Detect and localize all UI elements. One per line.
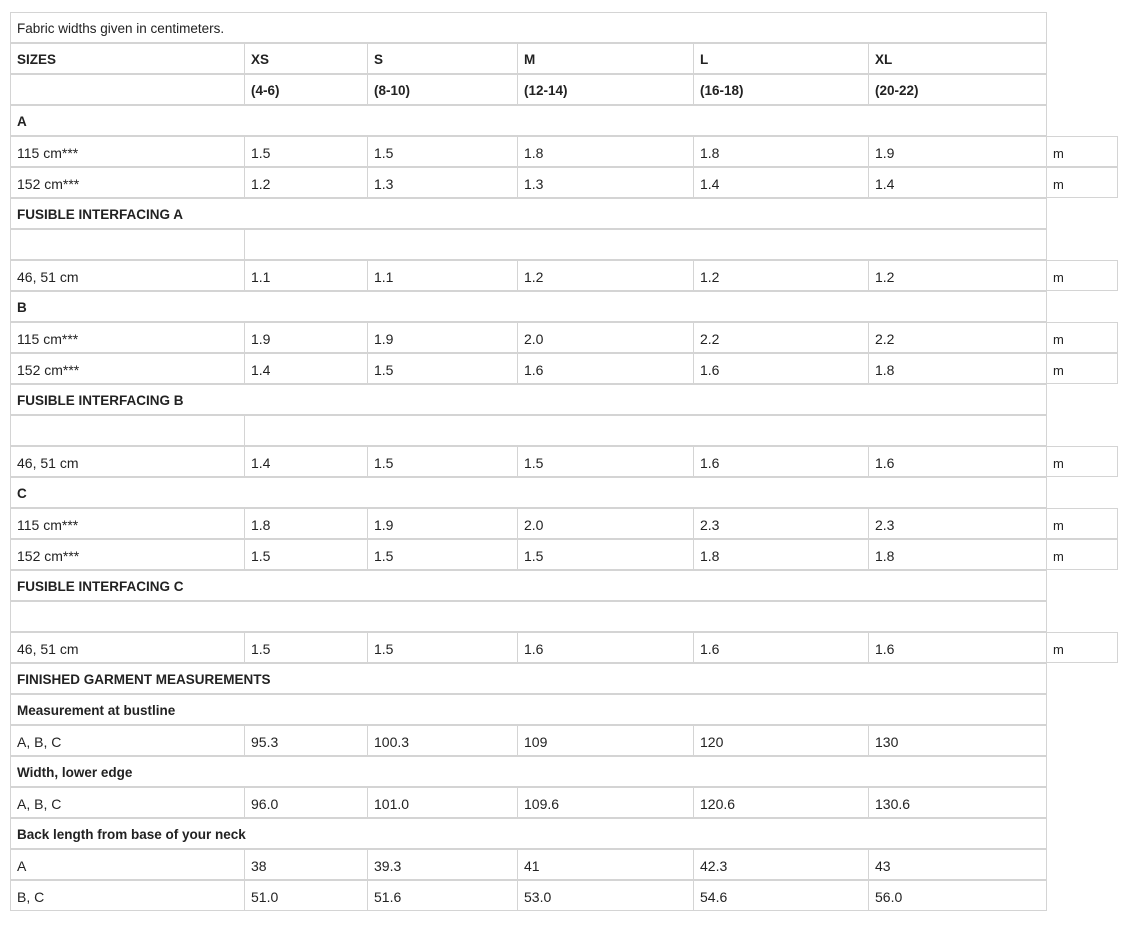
finished-title: FINISHED GARMENT MEASUREMENTS <box>17 672 271 687</box>
unit-label: m <box>1053 456 1064 471</box>
value-xs: 1.8 <box>251 517 271 533</box>
value-cell <box>367 136 518 167</box>
value-s: 1.5 <box>374 641 394 657</box>
value-xs: 1.1 <box>251 269 271 285</box>
value-cell <box>244 632 368 663</box>
row-label: A <box>17 858 27 874</box>
unit-label: m <box>1053 177 1064 192</box>
value-cell <box>868 849 1047 880</box>
row-label-cell <box>10 322 245 353</box>
value-cell <box>693 849 869 880</box>
size-l: L <box>700 52 709 67</box>
value-cell <box>868 508 1047 539</box>
size-cell <box>693 43 869 74</box>
value-xs: 96.0 <box>251 796 279 812</box>
interfacing-c-title: FUSIBLE INTERFACING C <box>17 579 184 594</box>
value-m: 1.5 <box>524 548 544 564</box>
value-m: 2.0 <box>524 517 544 533</box>
lower-title: Width, lower edge <box>17 765 133 780</box>
value-s: 100.3 <box>374 734 410 750</box>
value-cell <box>244 353 368 384</box>
value-cell <box>244 880 368 911</box>
back-title: Back length from base of your neck <box>17 827 246 842</box>
value-l: 120.6 <box>700 796 736 812</box>
value-cell <box>367 353 518 384</box>
value-m: 1.2 <box>524 269 544 285</box>
empty-cell <box>10 229 245 260</box>
value-xs: 1.9 <box>251 331 271 347</box>
row-label-cell <box>10 508 245 539</box>
value-m: 1.3 <box>524 176 544 192</box>
section-a-title: A <box>17 114 27 129</box>
value-cell <box>693 725 869 756</box>
value-cell <box>517 167 694 198</box>
value-m: 109.6 <box>524 796 560 812</box>
value-cell <box>517 880 694 911</box>
unit-label: m <box>1053 642 1064 657</box>
value-cell <box>693 260 869 291</box>
value-l: 1.4 <box>700 176 720 192</box>
size-cell <box>868 43 1047 74</box>
range-cell <box>244 74 368 105</box>
value-l: 54.6 <box>700 889 728 905</box>
value-s: 1.5 <box>374 455 394 471</box>
value-cell <box>693 539 869 570</box>
value-cell <box>868 136 1047 167</box>
value-m: 2.0 <box>524 331 544 347</box>
value-cell <box>244 136 368 167</box>
size-cell <box>517 43 694 74</box>
section-title-cell <box>10 198 1047 229</box>
value-cell <box>244 849 368 880</box>
value-cell <box>367 322 518 353</box>
value-s: 101.0 <box>374 796 410 812</box>
unit-cell <box>1046 167 1118 198</box>
unit-cell <box>1046 508 1118 539</box>
value-xs: 1.2 <box>251 176 271 192</box>
value-s: 1.9 <box>374 517 394 533</box>
size-xl: XL <box>875 52 893 67</box>
unit-label: m <box>1053 270 1064 285</box>
value-s: 39.3 <box>374 858 402 874</box>
range-cell <box>367 74 518 105</box>
value-s: 1.5 <box>374 548 394 564</box>
section-title-cell <box>10 291 1047 322</box>
value-cell <box>244 539 368 570</box>
size-cell <box>244 43 368 74</box>
empty-cell <box>244 415 1047 446</box>
value-cell <box>868 353 1047 384</box>
value-cell <box>693 136 869 167</box>
section-title-cell <box>10 663 1047 694</box>
bust-title: Measurement at bustline <box>17 703 176 718</box>
row-label-cell <box>10 446 245 477</box>
value-cell <box>244 446 368 477</box>
value-cell <box>517 849 694 880</box>
value-m: 41 <box>524 858 540 874</box>
subsection-title-cell <box>10 818 1047 849</box>
value-cell <box>693 353 869 384</box>
value-cell <box>693 880 869 911</box>
value-cell <box>517 539 694 570</box>
value-cell <box>693 508 869 539</box>
value-cell <box>367 849 518 880</box>
section-title-cell <box>10 105 1047 136</box>
value-cell <box>517 508 694 539</box>
row-label: 152 cm*** <box>17 176 80 192</box>
size-s: S <box>374 52 384 67</box>
interfacing-b-title: FUSIBLE INTERFACING B <box>17 393 184 408</box>
section-c-title: C <box>17 486 27 501</box>
value-cell <box>693 167 869 198</box>
value-xl: 1.6 <box>875 641 895 657</box>
value-xl: 130.6 <box>875 796 911 812</box>
row-label: 115 cm*** <box>17 145 79 161</box>
unit-cell <box>1046 539 1118 570</box>
note-text: Fabric widths given in centimeters. <box>17 21 225 36</box>
value-cell <box>517 322 694 353</box>
row-label-cell <box>10 632 245 663</box>
value-cell <box>517 787 694 818</box>
value-xs: 1.5 <box>251 548 271 564</box>
value-xl: 1.4 <box>875 176 895 192</box>
value-cell <box>367 446 518 477</box>
unit-label: m <box>1053 332 1064 347</box>
value-xl: 1.8 <box>875 362 895 378</box>
row-label-cell <box>10 260 245 291</box>
value-cell <box>868 322 1047 353</box>
value-cell <box>367 508 518 539</box>
unit-label: m <box>1053 549 1064 564</box>
value-cell <box>517 632 694 663</box>
value-cell <box>868 260 1047 291</box>
value-cell <box>367 787 518 818</box>
empty-cell <box>10 415 245 446</box>
row-label: 115 cm*** <box>17 331 79 347</box>
value-cell <box>244 787 368 818</box>
size-xs: XS <box>251 52 270 67</box>
value-l: 2.3 <box>700 517 720 533</box>
section-title-cell <box>10 384 1047 415</box>
value-l: 120 <box>700 734 724 750</box>
value-cell <box>244 725 368 756</box>
value-xs: 38 <box>251 858 267 874</box>
section-b-title: B <box>17 300 27 315</box>
row-label-cell <box>10 849 245 880</box>
value-cell <box>367 167 518 198</box>
value-l: 1.8 <box>700 145 720 161</box>
value-xl: 1.9 <box>875 145 895 161</box>
value-m: 1.5 <box>524 455 544 471</box>
range-xs: (4-6) <box>251 83 280 98</box>
row-label-cell <box>10 353 245 384</box>
range-l: (16-18) <box>700 83 744 98</box>
value-l: 1.8 <box>700 548 720 564</box>
row-label-cell <box>10 136 245 167</box>
value-m: 109 <box>524 734 548 750</box>
sizes-label-cell <box>10 43 245 74</box>
value-xl: 1.2 <box>875 269 895 285</box>
value-s: 1.9 <box>374 331 394 347</box>
unit-cell <box>1046 322 1118 353</box>
value-cell <box>367 260 518 291</box>
row-label: 152 cm*** <box>17 362 80 378</box>
row-label: 152 cm*** <box>17 548 80 564</box>
value-l: 1.2 <box>700 269 720 285</box>
range-cell <box>693 74 869 105</box>
value-xl: 2.3 <box>875 517 895 533</box>
value-cell <box>367 632 518 663</box>
unit-label: m <box>1053 518 1064 533</box>
value-xl: 1.6 <box>875 455 895 471</box>
value-cell <box>244 260 368 291</box>
value-m: 53.0 <box>524 889 552 905</box>
value-xs: 1.4 <box>251 455 271 471</box>
interfacing-a-title: FUSIBLE INTERFACING A <box>17 207 184 222</box>
row-label: A, B, C <box>17 734 62 750</box>
subsection-title-cell <box>10 694 1047 725</box>
row-label-cell <box>10 787 245 818</box>
unit-label: m <box>1053 363 1064 378</box>
value-cell <box>693 632 869 663</box>
range-s: (8-10) <box>374 83 411 98</box>
value-xs: 1.5 <box>251 641 271 657</box>
empty-cell <box>10 601 1047 632</box>
value-l: 1.6 <box>700 455 720 471</box>
value-m: 1.6 <box>524 362 544 378</box>
value-s: 51.6 <box>374 889 402 905</box>
size-m: M <box>524 52 536 67</box>
sizes-label: SIZES <box>17 52 57 67</box>
row-label: 46, 51 cm <box>17 269 79 285</box>
unit-cell <box>1046 260 1118 291</box>
row-label-cell <box>10 725 245 756</box>
value-xl: 56.0 <box>875 889 903 905</box>
value-l: 42.3 <box>700 858 728 874</box>
value-cell <box>868 725 1047 756</box>
row-label: B, C <box>17 889 45 905</box>
note-cell <box>10 12 1047 43</box>
value-xl: 130 <box>875 734 899 750</box>
unit-label: m <box>1053 146 1064 161</box>
range-cell <box>517 74 694 105</box>
value-s: 1.5 <box>374 145 394 161</box>
value-xs: 1.4 <box>251 362 271 378</box>
row-label: A, B, C <box>17 796 62 812</box>
row-label: 46, 51 cm <box>17 641 79 657</box>
range-cell <box>868 74 1047 105</box>
value-m: 1.6 <box>524 641 544 657</box>
unit-cell <box>1046 632 1118 663</box>
value-cell <box>367 880 518 911</box>
value-cell <box>693 322 869 353</box>
value-cell <box>244 322 368 353</box>
value-xs: 95.3 <box>251 734 279 750</box>
row-label-cell <box>10 167 245 198</box>
row-label: 46, 51 cm <box>17 455 79 471</box>
value-cell <box>517 136 694 167</box>
value-cell <box>517 725 694 756</box>
unit-cell <box>1046 446 1118 477</box>
range-xl: (20-22) <box>875 83 919 98</box>
value-l: 2.2 <box>700 331 720 347</box>
value-cell <box>693 446 869 477</box>
value-xs: 51.0 <box>251 889 279 905</box>
value-cell <box>517 446 694 477</box>
value-s: 1.1 <box>374 269 394 285</box>
unit-cell <box>1046 353 1118 384</box>
unit-cell <box>1046 136 1118 167</box>
value-cell <box>367 539 518 570</box>
value-xs: 1.5 <box>251 145 271 161</box>
value-m: 1.8 <box>524 145 544 161</box>
range-m: (12-14) <box>524 83 568 98</box>
row-label: 115 cm*** <box>17 517 79 533</box>
subsection-title-cell <box>10 756 1047 787</box>
value-cell <box>367 725 518 756</box>
empty-cell <box>10 74 245 105</box>
value-cell <box>517 260 694 291</box>
value-cell <box>244 508 368 539</box>
section-title-cell <box>10 570 1047 601</box>
value-cell <box>517 353 694 384</box>
value-cell <box>868 632 1047 663</box>
row-label-cell <box>10 539 245 570</box>
value-cell <box>868 787 1047 818</box>
section-title-cell <box>10 477 1047 508</box>
value-s: 1.3 <box>374 176 394 192</box>
value-cell <box>868 167 1047 198</box>
value-cell <box>693 787 869 818</box>
value-xl: 1.8 <box>875 548 895 564</box>
value-l: 1.6 <box>700 362 720 378</box>
size-cell <box>367 43 518 74</box>
value-cell <box>244 167 368 198</box>
value-l: 1.6 <box>700 641 720 657</box>
row-label-cell <box>10 880 245 911</box>
value-cell <box>868 539 1047 570</box>
value-s: 1.5 <box>374 362 394 378</box>
value-cell <box>868 880 1047 911</box>
value-xl: 43 <box>875 858 891 874</box>
empty-cell <box>244 229 1047 260</box>
value-cell <box>868 446 1047 477</box>
value-xl: 2.2 <box>875 331 895 347</box>
